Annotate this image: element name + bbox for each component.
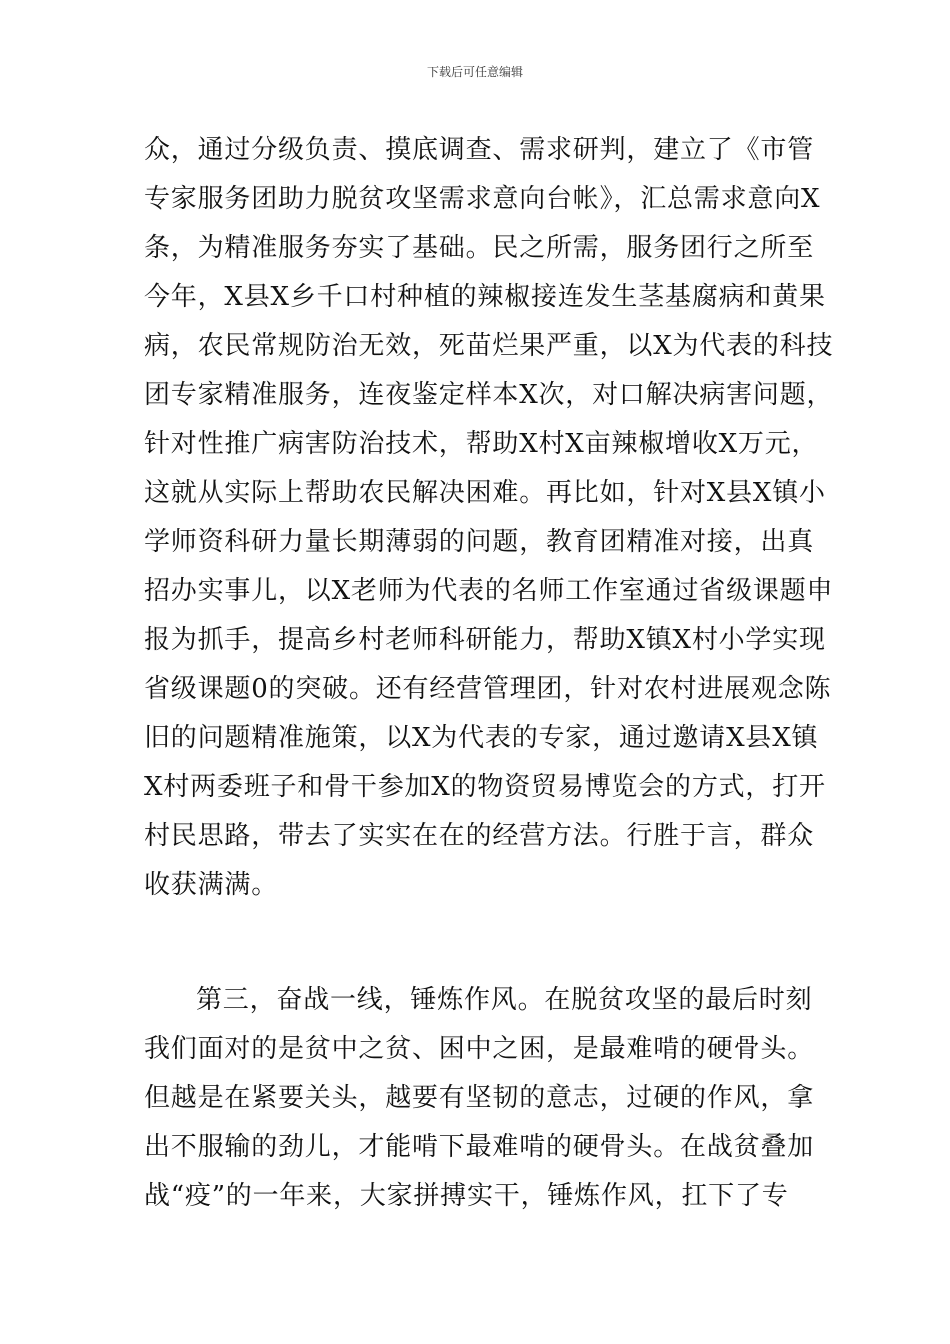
text-line: 条，为精准服务夯实了基础。民之所需，服务团行之所至 <box>144 233 815 263</box>
text-line: 第三，奋战一线，锤炼作风。在脱贫攻坚的最后时刻 <box>196 985 813 1015</box>
text-line: 学师资科研力量长期薄弱的问题，教育团精准对接，出真 <box>144 527 815 557</box>
text-line: 病，农民常规防治无效，死苗烂果严重，以X为代表的科技 <box>144 331 834 361</box>
text-line: 报为抓手，提高乡村老师科研能力，帮助X镇X村小学实现 <box>144 625 826 655</box>
body-paragraph <box>144 126 834 910</box>
text-line: 今年，X县X乡千口村种植的辣椒接连发生茎基腐病和黄果 <box>144 282 826 312</box>
text-line: 团专家精准服务，连夜鉴定样本X次，对口解决病害问题， <box>144 380 834 410</box>
text-line: 旧的问题精准施策，以X为代表的专家，通过邀请X县X镇 <box>144 723 819 753</box>
text-line: X村两委班子和骨干参加X的物资贸易博览会的方式，打开 <box>144 772 826 802</box>
page-header-note: 下载后可任意编辑 <box>426 65 523 79</box>
text-line: 众，通过分级负责、摸底调查、需求研判，建立了《市管 <box>144 135 815 165</box>
text-line: 针对性推广病害防治技术，帮助X村X亩辣椒增收X万元， <box>144 429 819 459</box>
text-line: 这就从实际上帮助农民解决困难。再比如，针对X县X镇小 <box>144 478 826 508</box>
text-line: 收获满满。 <box>144 870 279 900</box>
body-paragraph <box>144 976 816 1221</box>
text-line: 专家服务团助力脱贫攻坚需求意向台帐》，汇总需求意向X <box>144 184 821 214</box>
text-line: 出不服输的劲儿，才能啃下最难啃的硬骨头。在战贫叠加 <box>144 1132 815 1162</box>
text-line: 但越是在紧要关头，越要有坚韧的意志，过硬的作风，拿 <box>144 1083 815 1113</box>
text-line: 战“疫”的一年来，大家拼搏实干，锤炼作风，扛下了专 <box>144 1181 789 1211</box>
text-line: 招办实事儿，以X老师为代表的名师工作室通过省级课题申 <box>144 576 834 606</box>
text-line: 省级课题0的突破。还有经营管理团，针对农村进展观念陈 <box>144 674 832 704</box>
text-line: 我们面对的是贫中之贫、困中之困，是最难啃的硬骨头。 <box>144 1034 815 1064</box>
text-line: 村民思路，带去了实实在在的经营方法。行胜于言，群众 <box>144 821 815 851</box>
